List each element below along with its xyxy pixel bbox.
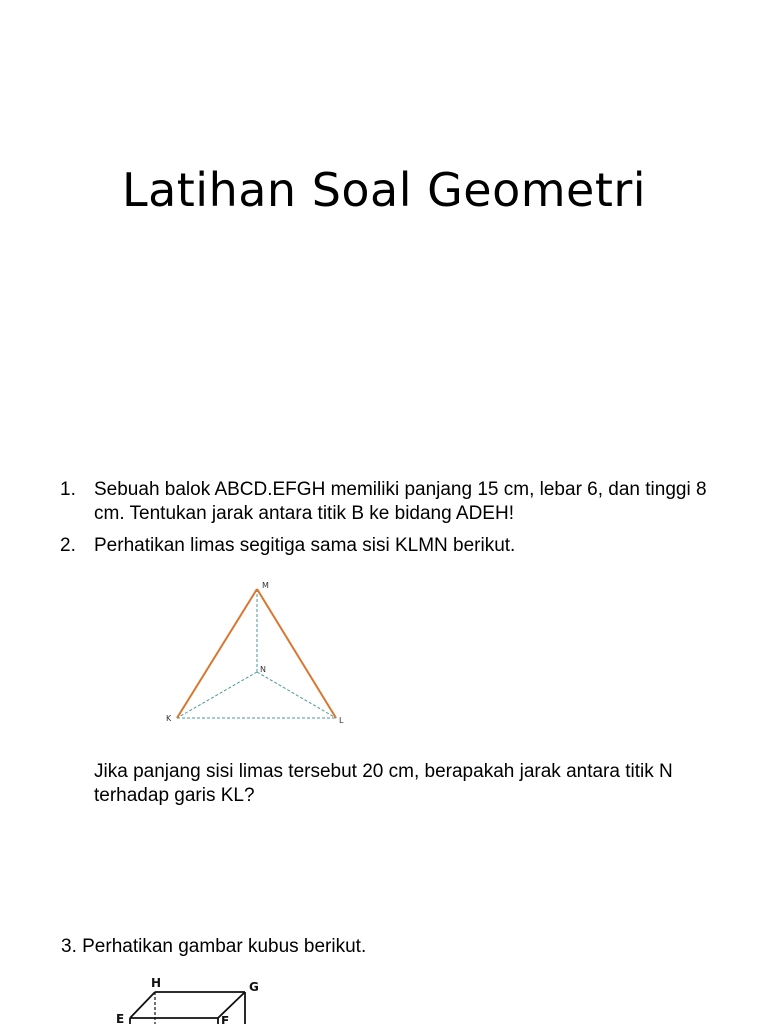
label-m: M: [262, 581, 269, 590]
hidden-edge-nk: [177, 672, 257, 718]
edge-ml: [257, 589, 336, 718]
page-title: Latihan Soal Geometri: [121, 163, 647, 217]
label-n: N: [260, 665, 266, 674]
label-k: K: [166, 714, 172, 723]
hidden-edge-nl: [257, 672, 336, 718]
question-3-text: 3. Perhatikan gambar kubus berikut.: [61, 936, 367, 957]
question-number: 2.: [60, 535, 76, 556]
question-text: Sebuah balok ABCD.EFGH memiliki panjang 15 cm, lebar 6, dan tinggi 8 cm. Tentukan jarak antara titik B ke bidang ADEH!: [94, 479, 707, 524]
label-e: E: [116, 1012, 125, 1024]
label-g: G: [249, 980, 259, 994]
question-number: 1.: [60, 479, 76, 500]
label-l: L: [339, 716, 344, 725]
pyramid-figure: [160, 578, 360, 726]
label-f: F: [221, 1014, 230, 1024]
cube-edge-eh: [130, 992, 155, 1018]
question-followup: Jika panjang sisi limas tersebut 20 cm, berapakah jarak antara titik N terhadap garis KL?: [94, 761, 673, 806]
question-list: [60, 478, 710, 566]
question-text: Perhatikan limas segitiga sama sisi KLMN berikut.: [94, 535, 516, 556]
question-item: [60, 478, 710, 526]
edge-km: [177, 589, 257, 718]
label-h: H: [151, 976, 162, 990]
question-item: [60, 534, 710, 558]
cube-figure: [108, 972, 278, 1024]
